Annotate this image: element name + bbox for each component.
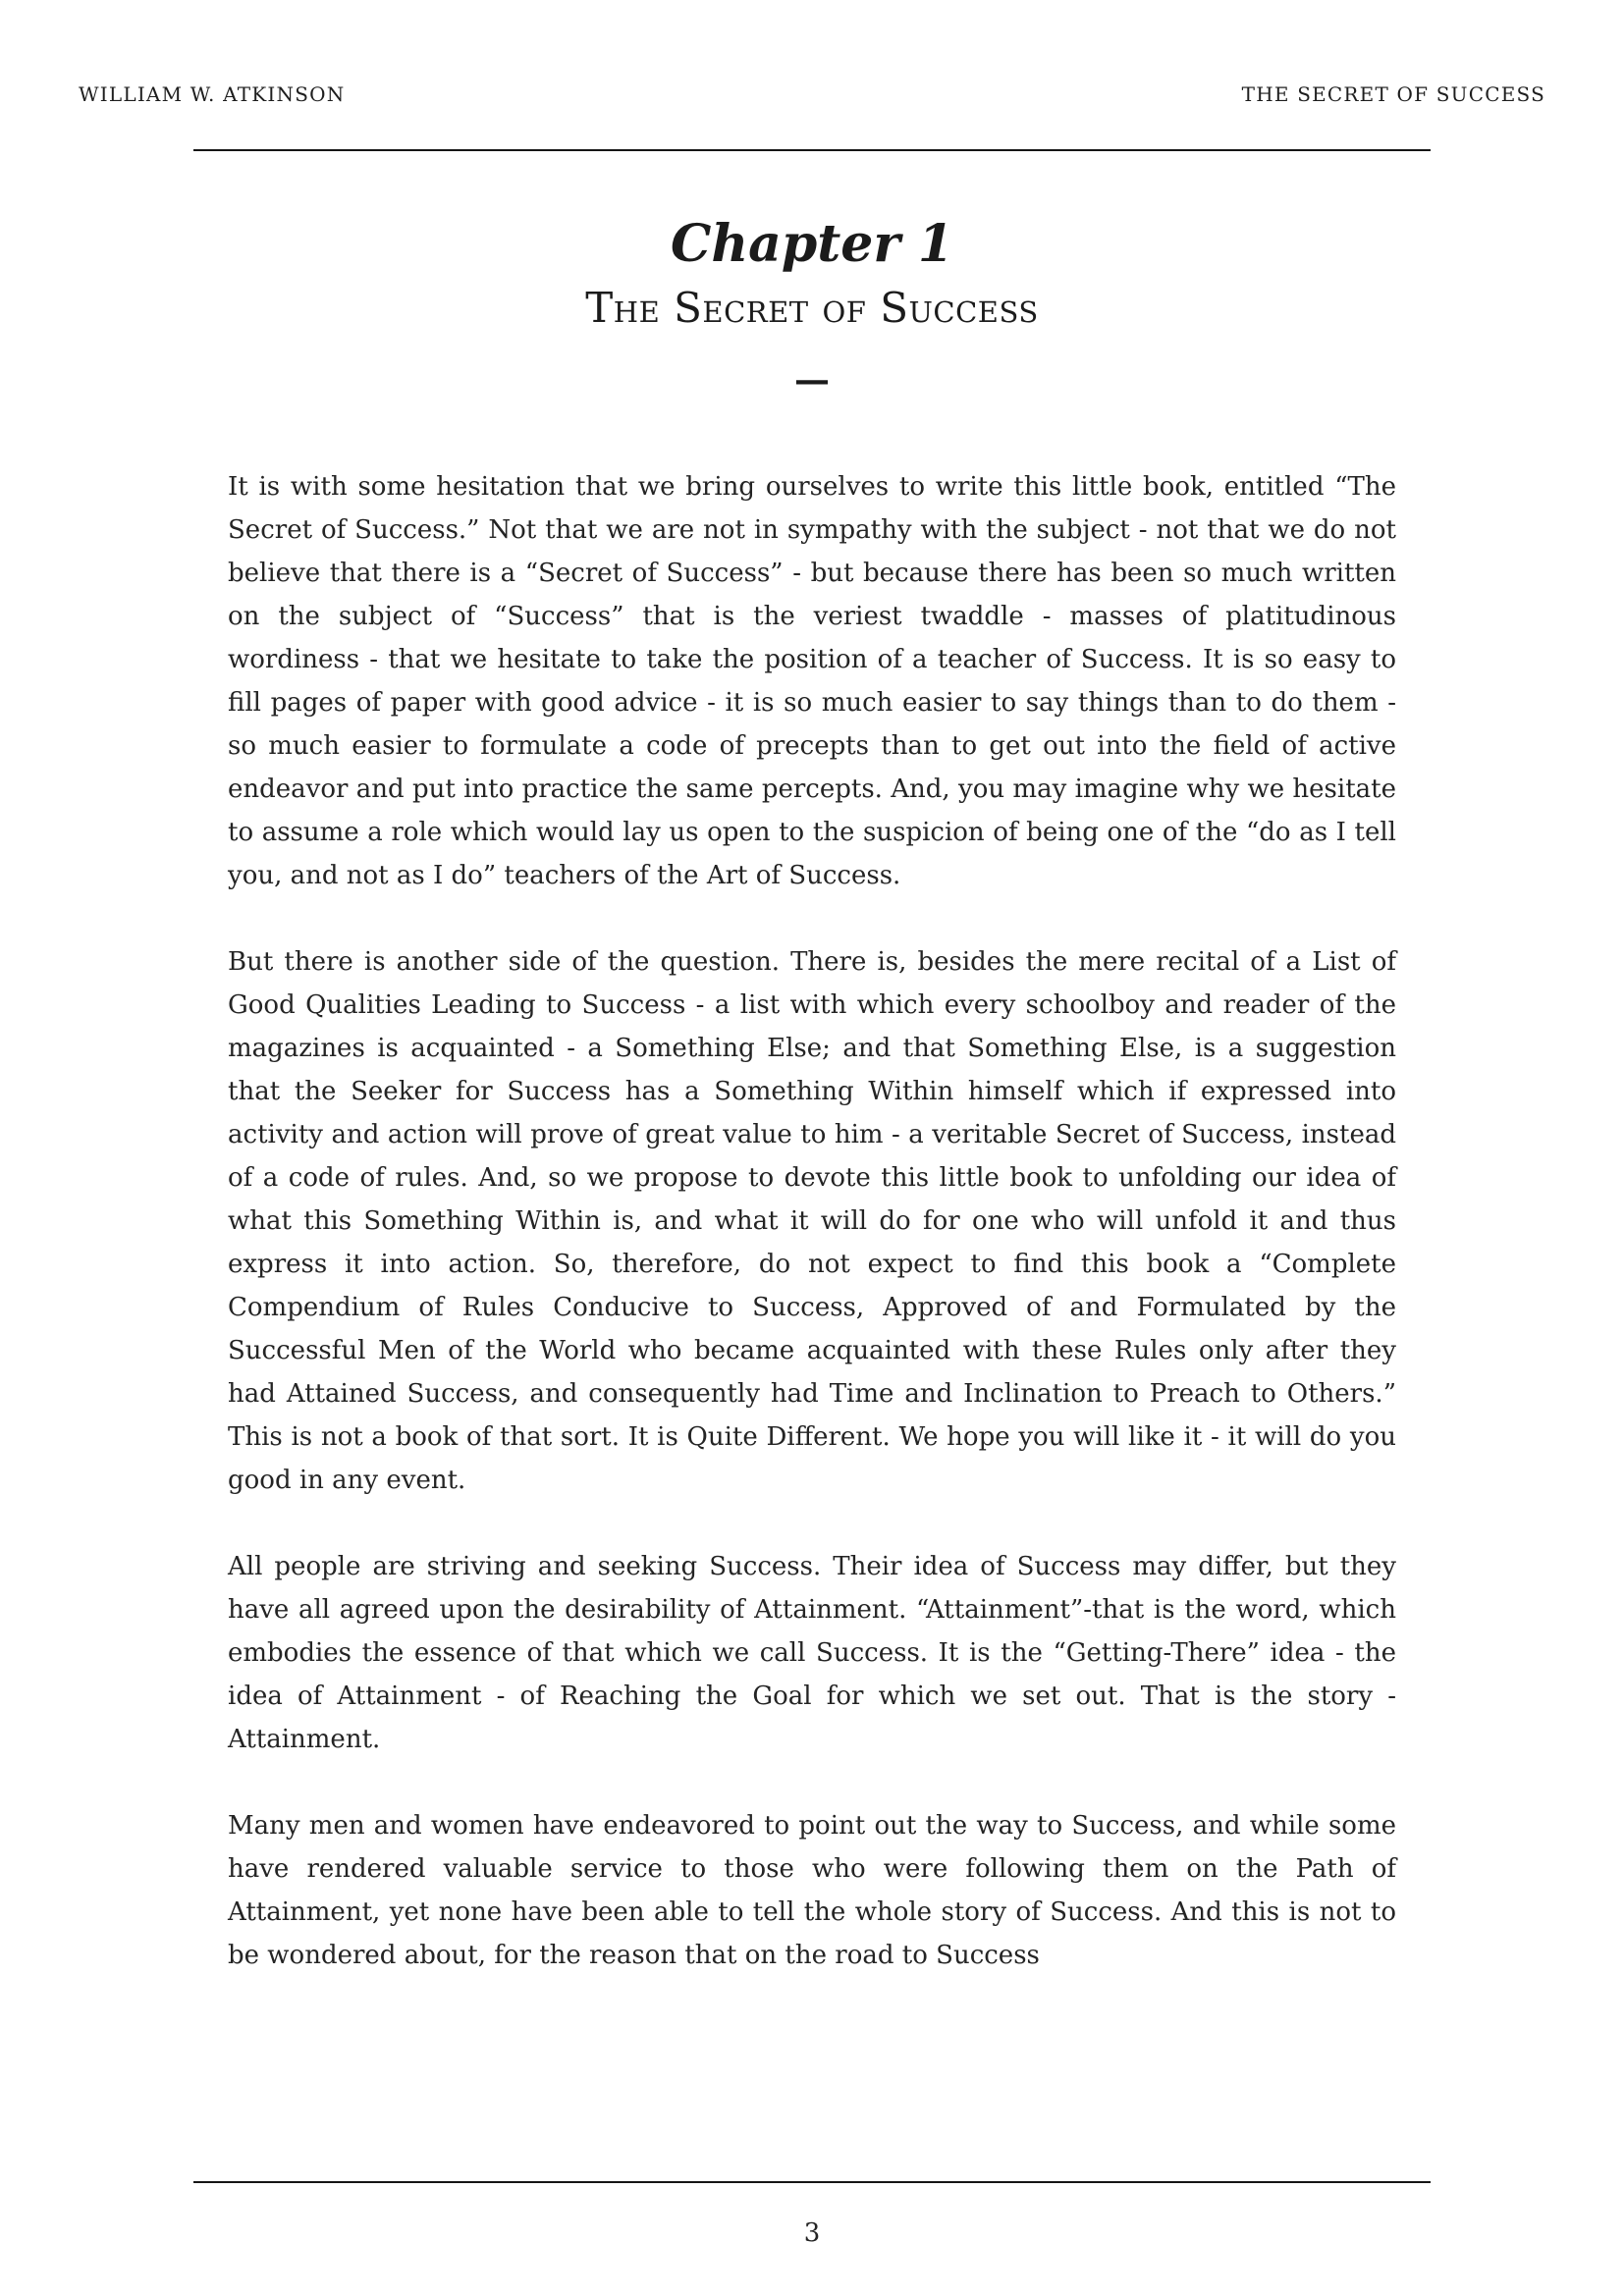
chapter-subtitle: The Secret of Success	[585, 284, 1039, 332]
running-header	[79, 82, 1545, 106]
section-separator: —	[794, 359, 830, 400]
body-paragraph-3: All people are striving and seeking Success. Their idea of Success may differ, but they have all agreed upon the desirability of Attainment. “Attainment”-that is the word, which embodies the essence of that which we call Success. It is the “Getting-There” idea - the idea of Attainment - of Reaching the Goal for which we set out. That is the story - Attainment.	[228, 1552, 1396, 1754]
running-header-author: WILLIAM W. ATKINSON	[79, 82, 346, 106]
footer-rule	[193, 2181, 1431, 2183]
running-header-book-title: THE SECRET OF SUCCESS	[1241, 82, 1545, 106]
page-number: 3	[803, 2218, 821, 2248]
chapter-title: Chapter 1	[670, 214, 954, 274]
body-paragraph-1: It is with some hesitation that we bring ourselves to write this little book, entitled “The Secret of Success.” Not that we are not in sympathy with the subject - not that we do not believe that there is a “Secret of Success” - but because there has been so much written on the subject of “Success” that is the veriest twaddle - masses of platitudinous wordiness - that we hesitate to take the position of a teacher of Success. It is so easy to fill pages of paper with good advice - it is so much easier to say things than to do them - so much easier to formulate a code of precepts than to get out into the field of active endeavor and put into practice the same percepts. And, you may imagine why we hesitate to assume a role which would lay us open to the suspicion of being one of the “do as I tell you, and not as I do” teachers of the Art of Success.	[228, 472, 1396, 890]
body-paragraph-4: Many men and women have endeavored to point out the way to Success, and while some have rendered valuable service to those who were following them on the Path of Attainment, yet none have been able to tell the whole story of Success. And this is not to be wondered about, for the reason that on the road to Success	[228, 1811, 1396, 1970]
chapter-body	[228, 465, 1396, 1977]
header-rule	[193, 149, 1431, 151]
body-paragraph-2: But there is another side of the question. There is, besides the mere recital of a List of Good Qualities Leading to Success - a list with which every schoolboy and reader of the magazines is acquainted - a Something Else; and that Something Else, is a suggestion that the Seeker for Success has a Something Within himself which if expressed into activity and action will prove of great value to him - a veritable Secret of Success, instead of a code of rules. And, so we propose to devote this little book to unfolding our idea of what this Something Within is, and what it will do for one who will unfold it and thus express it into action. So, therefore, do not expect to find this book a “Complete Compendium of Rules Conducive to Success, Approved of and Formulated by the Successful Men of the World who became acquainted with these Rules only after they had Attained Success, and consequently had Time and Inclination to Preach to Others.” This is not a book of that sort. It is Quite Different. We hope you will like it - it will do you good in any event.	[228, 947, 1396, 1495]
